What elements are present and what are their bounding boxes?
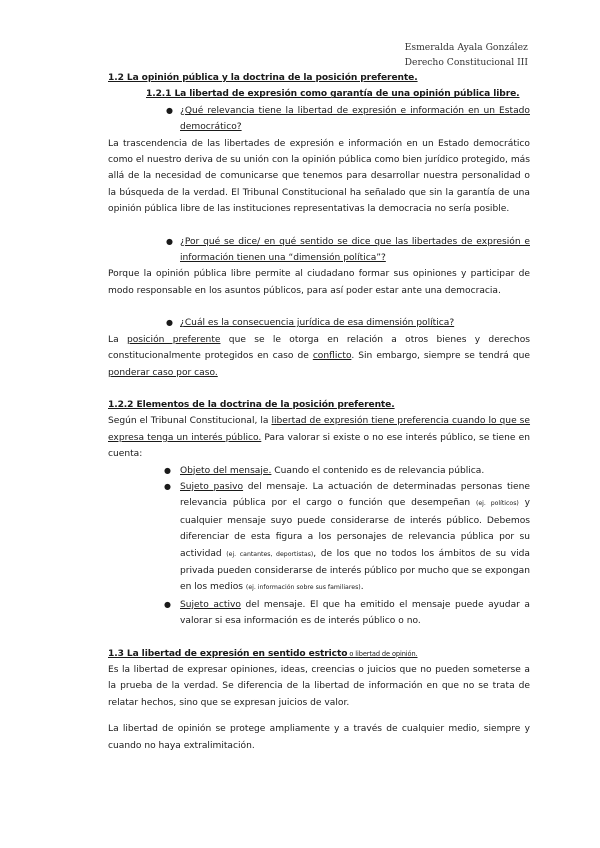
section-1-3-paragraph-2: La libertad de opinión se protege ampliamente y a través de cualquier medio, siempre y cuando no haya extralimitación. — [108, 724, 530, 751]
answer-1: La trascendencia de las libertades de expresión e información en un Estado democrático como el nuestro deriva de su unión con la opinión pública como bien jurídico protegido, más allá de la necesidad de comunicarse que tenemos para desarrollar nuestra personalidad o la búsqueda de la verdad. El Tribunal Constitucional ha señalado que sin la garantía de una opinión pública libre de las instituciones representativas la democracia no sería posible. — [108, 138, 530, 215]
element-passive-subject — [108, 479, 530, 597]
element-passive-text: , de los que no todos los ámbitos de su vida privada pueden considerarse de interés público por mucho que se expongan en los medios — [180, 548, 530, 593]
document-body — [108, 70, 530, 754]
question-1-text: ¿Qué relevancia tiene la libertad de expresión e información en un Estado democrático? — [180, 105, 530, 133]
bullet-icon: ● — [166, 236, 173, 246]
answer-3-underlined: posición preferente — [126, 334, 221, 345]
page-header — [405, 40, 528, 70]
section-1-3-subtitle: o libertad de opinión. — [347, 649, 418, 658]
question-2-text: ¿Por qué se dice/ en qué sentido se dice que las libertades de expresión e información tienen una “dimensión política”? — [180, 236, 530, 264]
question-1 — [108, 103, 530, 136]
question-3 — [108, 315, 530, 331]
intro-part: Para valorar si existe o no ese interés público, se tiene en cuenta: — [108, 432, 530, 460]
answer-3 — [108, 332, 530, 381]
element-object-text: Cuando el contenido es de relevancia pública. — [271, 465, 485, 476]
element-active-subject — [108, 597, 530, 630]
element-passive-text: del mensaje. La actuación de determinadas personas tiene relevancia pública por el cargo o función que desempeñan — [180, 481, 530, 509]
section-1-3-paragraph-1: Es la libertad de expresar opiniones, ideas, creencias o juicios que no pueden someterse a la prueba de la verdad. Se diferencia de la libertad de información en que no se trata de relatar hechos, sino que se expresan juicios de valor. — [108, 665, 530, 708]
bullet-icon: ● — [166, 318, 173, 328]
header-subject: Derecho Constitucional III — [404, 57, 528, 68]
bullet-icon: ● — [164, 599, 171, 609]
answer-3-underlined: ponderar caso por caso. — [108, 367, 218, 378]
intro-part: Según el Tribunal Constitucional, la — [108, 416, 272, 427]
bullet-icon: ● — [166, 105, 173, 115]
answer-3-part: . Sin embargo, siempre se tendrá que — [351, 351, 531, 362]
section-1-2-2-intro — [108, 413, 530, 462]
answer-3-part: que se le otorga en relación a otros bienes y derechos constitucionalmente protegidos en caso de — [108, 334, 530, 362]
bullet-icon: ● — [164, 465, 171, 475]
section-1-3-title-main: 1.3 La libertad de expresión en sentido estricto — [108, 648, 348, 659]
element-passive-example: (ej. información sobre sus familiares) — [245, 584, 361, 592]
bullet-icon: ● — [164, 481, 171, 491]
header-author: Esmeralda Ayala González — [404, 42, 528, 53]
element-passive-text: y cualquier mensaje suyo puede considerarse de interés público. Debemos diferenciar de esta figura a los personajes de relevancia pública por su actividad — [180, 498, 530, 559]
answer-3-underlined: conflicto — [312, 351, 352, 362]
element-passive-text: . — [360, 582, 364, 593]
section-1-2-2-title: 1.2.2 Elementos de la doctrina de la posición preferente. — [108, 399, 395, 410]
section-1-3-title — [108, 646, 530, 662]
element-passive-example: (ej. cantantes, deportistas) — [226, 550, 314, 558]
section-1-2-title: 1.2 La opinión pública y la doctrina de la posición preferente. — [108, 73, 418, 83]
element-passive-example: (ej. políticos) — [475, 500, 519, 508]
answer-3-part: La — [108, 334, 127, 345]
element-object — [108, 463, 530, 479]
question-3-text: ¿Cuál es la consecuencia jurídica de esa dimensión política? — [180, 318, 455, 329]
element-active-label: Sujeto activo — [180, 599, 241, 610]
section-1-2-1-title: 1.2.1 La libertad de expresión como garantía de una opinión pública libre. — [146, 89, 520, 100]
element-passive-label: Sujeto pasivo — [180, 481, 244, 492]
element-object-label: Objeto del mensaje. — [180, 465, 272, 476]
question-2 — [108, 234, 530, 267]
element-active-text: del mensaje. El que ha emitido el mensaje puede ayudar a valorar si esa información es de interés público o no. — [180, 599, 530, 627]
intro-underlined: libertad de expresión tiene preferencia cuando lo que se expresa tenga un interés público. — [108, 416, 531, 443]
answer-2: Porque la opinión pública libre permite al ciudadano formar sus opiniones y participar de modo responsable en los asuntos públicos, para así poder estar ante una democracia. — [108, 269, 530, 296]
